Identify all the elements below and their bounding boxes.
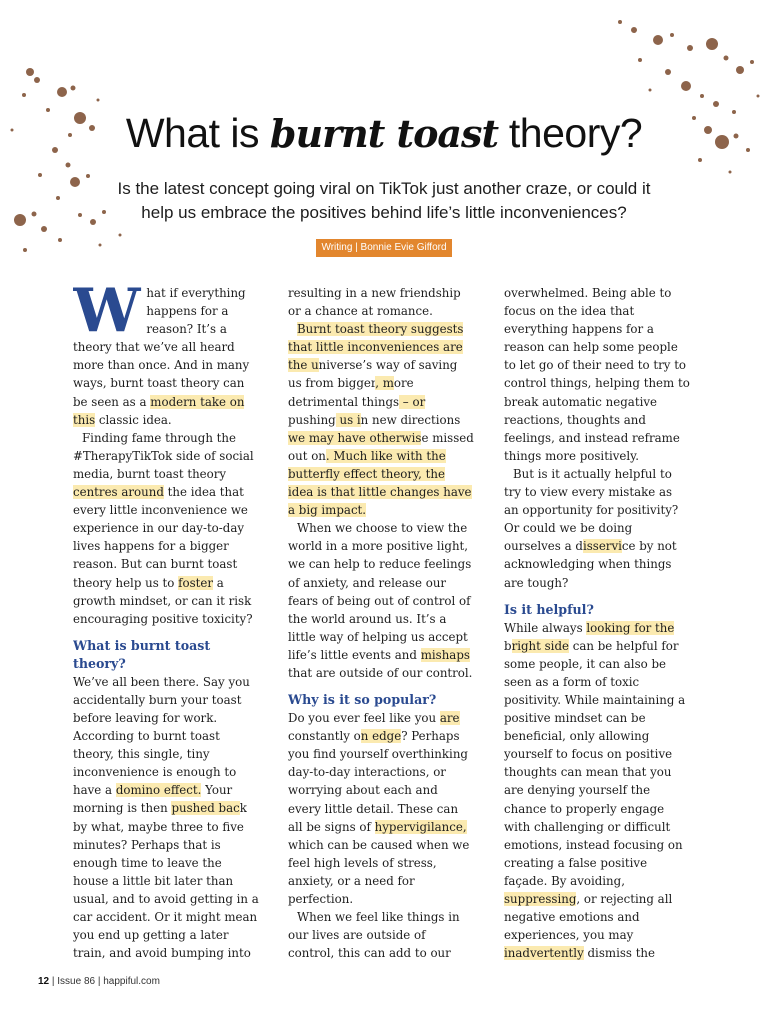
- text: pushing: [288, 412, 336, 427]
- highlight: modern take on this: [73, 394, 245, 427]
- highlight: . Much like with the butterfly effect theory, the idea is that little changes have a big impact.: [288, 448, 472, 518]
- highlight: looking for the: [586, 620, 675, 635]
- highlight: foster: [178, 575, 214, 590]
- highlight: , m: [375, 376, 394, 391]
- highlight: us i: [335, 412, 361, 427]
- text: ce by not acknowledging when things are tough?: [504, 539, 677, 590]
- highlight: inadvertently: [504, 946, 584, 961]
- paragraph: resulting in a new friendship or a chance at romance.: [288, 286, 461, 319]
- text: which can be caused when we feel high levels of stress, anxiety, or a need for perfection.: [288, 837, 470, 906]
- paragraph: [504, 465, 690, 592]
- text: But is it actually helpful to try to view every mistake as an opportunity for positivity? Or could we be doing ourselves a d: [504, 466, 679, 554]
- highlight: we may have otherwis: [288, 430, 422, 445]
- page-title: [0, 110, 768, 157]
- highlight: domino effect.: [115, 783, 202, 798]
- text: that are outside of our control.: [288, 665, 473, 680]
- text: can be helpful for some people, it can also be seen as a form of toxic positivity. While maintaining a positive mindset can be beneficial, only allowing yourself to focus on positive thoughts can mean that you are denying yourself the chance to properly engage with challenging or difficult emotions, instead focusing on creating a false positive façade. By avoiding,: [504, 638, 686, 888]
- highlight: right side: [511, 638, 569, 653]
- highlight: suppressing: [504, 892, 577, 906]
- text: the idea that every little inconvenience we experience in our day-to-day lives happens for a bigger reason. But can burnt toast theory help us to: [73, 485, 248, 590]
- paragraph: [288, 519, 474, 682]
- highlight: Burnt toast theory suggests that little inconveniences are the u: [288, 322, 464, 373]
- text: n new directions: [360, 412, 461, 427]
- highlight: n edge: [360, 729, 402, 744]
- text: While always: [504, 620, 587, 635]
- author-byline: Writing | Bonnie Evie Gifford: [316, 239, 452, 257]
- highlight: centres around: [73, 485, 164, 500]
- paragraph: [288, 709, 474, 908]
- article-column-2: [288, 284, 474, 964]
- section-heading: Why is it so popular?: [288, 692, 437, 708]
- highlight: hypervigilance,: [374, 819, 467, 834]
- text: niverse’s way of saving us from bigger: [288, 358, 458, 391]
- text: Finding fame through the #TherapyTikTok side of social media, burnt toast theory: [73, 430, 254, 481]
- text: classic idea.: [95, 412, 172, 427]
- section-heading: What is burnt toast theory?: [73, 637, 211, 671]
- text: e missed out on: [288, 430, 474, 463]
- paragraph: When we feel like things in our lives are outside of control, this can add to our: [288, 910, 460, 961]
- page-number: 12: [38, 976, 50, 987]
- highlight: are: [439, 711, 460, 726]
- text: hat if everything happens for a reason? It’s a theory that we’ve all heard more than once. And in many ways, burnt toast theory can be seen as a: [73, 286, 250, 409]
- highlight: mishaps: [420, 647, 470, 662]
- article-column-1: [73, 284, 259, 964]
- text: constantly o: [288, 729, 361, 744]
- text: We’ve all been there. Say you accidentally burn your toast before leaving for work. According to burnt toast theory, this single, tiny inconvenience is enough to have a: [73, 674, 250, 798]
- text: k by what, maybe three to five minutes? Perhaps that is enough time to leave the house a little bit later than usual, and to avoid getting in a car accident. Or it might mean you end up getting a later train, and avoid bumping into: [73, 801, 259, 961]
- title-emphasis: burnt toast: [269, 111, 499, 156]
- paragraph: [73, 673, 259, 964]
- title-end: theory?: [498, 110, 643, 156]
- text: Do you ever feel like you: [288, 711, 440, 726]
- highlight: – or: [399, 394, 426, 409]
- page-footer: [38, 976, 438, 987]
- footer-info: | Issue 86 | happiful.com: [49, 976, 160, 987]
- text: dismiss the: [587, 946, 656, 961]
- text: When we choose to view the world in a more positive light, we can help to reduce feelings of anxiety, and release our fears of being out of control of the world around us. It’s a little way of helping us accept life’s little events and: [288, 521, 472, 662]
- title-start: What is: [125, 110, 270, 156]
- drop-cap: W: [73, 284, 141, 346]
- paragraph: [504, 619, 690, 964]
- text: ore detrimental things: [288, 376, 414, 409]
- article-column-3: [504, 284, 690, 964]
- section-heading: Is it helpful?: [504, 601, 594, 617]
- paragraph: [73, 429, 259, 628]
- text: , or rejecting all negative emotions and experiences, you may: [504, 892, 673, 943]
- text: a growth mindset, or can it risk encouraging positive toxicity?: [73, 575, 253, 626]
- text: Your morning is then: [73, 783, 233, 816]
- text: ? Perhaps you find yourself overthinking day-to-day interactions, or worrying about each and every little detail. These can all be signs of: [288, 729, 468, 834]
- paragraph: [288, 320, 474, 519]
- highlight: pushed bac: [171, 801, 240, 816]
- paragraph: overwhelmed. Being able to focus on the idea that everything happens for a reason can help some people to let go of their need to try to control things, helping them to break automatic negative reactions, thoughts and feelings, and instead reframe things more positively.: [504, 286, 690, 463]
- highlight: isservi: [582, 539, 622, 554]
- text: b: [504, 638, 512, 653]
- subtitle: Is the latest concept going viral on TikTok just another craze, or could it help us embrace the positives behind life’s little inconveniences?: [117, 179, 651, 222]
